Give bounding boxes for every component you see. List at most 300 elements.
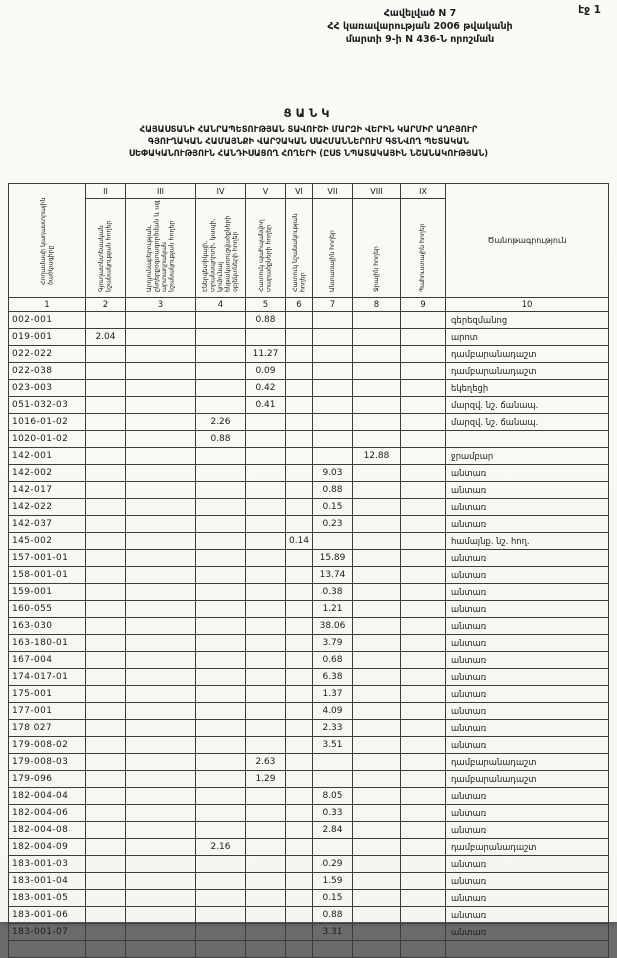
cell-value (401, 550, 446, 567)
cell-value (401, 788, 446, 805)
cell-value (126, 533, 196, 550)
cell-value (86, 499, 126, 516)
cell-value (86, 414, 126, 431)
cell-value (86, 533, 126, 550)
cell-code: 179-008-03 (9, 754, 86, 771)
table-row (9, 550, 609, 567)
cell-note: անտառ (446, 890, 609, 907)
cell-value (196, 924, 246, 941)
cell-value: 0.38 (313, 584, 353, 601)
cell-value (196, 567, 246, 584)
cell-value (401, 703, 446, 720)
cell-code: 159-001 (9, 584, 86, 601)
cell-note: գերեզմանոց (446, 312, 609, 329)
cell-value (126, 482, 196, 499)
cell-value: 11.27 (246, 346, 286, 363)
cell-value: 2.04 (86, 329, 126, 346)
cell-value (401, 567, 446, 584)
cell-value (126, 465, 196, 482)
cell-value (126, 550, 196, 567)
column-header-category-label: Հատուկ պահպանվող տարածքների հողեր (258, 219, 273, 292)
cell-value (126, 567, 196, 584)
cell-value (196, 499, 246, 516)
cell-value (353, 890, 401, 907)
cell-value (196, 516, 246, 533)
cell-value (246, 890, 286, 907)
cell-value (286, 822, 313, 839)
cell-value (286, 652, 313, 669)
column-number: 7 (313, 298, 353, 312)
cell-value (126, 669, 196, 686)
cell-value (401, 397, 446, 414)
cell-value (401, 431, 446, 448)
cell-value (126, 516, 196, 533)
cell-value (353, 482, 401, 499)
cell-value (86, 465, 126, 482)
cell-value (86, 635, 126, 652)
cell-value (86, 380, 126, 397)
cell-value (86, 516, 126, 533)
table-row (9, 533, 609, 550)
table-row (9, 499, 609, 516)
cell-value (126, 737, 196, 754)
cell-value (126, 499, 196, 516)
cell-value (401, 618, 446, 635)
cell-value (126, 346, 196, 363)
cell-value (286, 635, 313, 652)
cell-note: անտառ (446, 822, 609, 839)
cell-value (86, 686, 126, 703)
cell-code: 023-003 (9, 380, 86, 397)
column-header-category (401, 199, 446, 298)
column-header-category-label: Գյուղատնտեսական նշանակության հողեր (98, 220, 113, 292)
cell-value (86, 771, 126, 788)
cell-note: անտառ (446, 567, 609, 584)
cell-code: 142-002 (9, 465, 86, 482)
cell-note: անտառ (446, 482, 609, 499)
cell-value (286, 737, 313, 754)
table-row (9, 482, 609, 499)
cell-value (313, 312, 353, 329)
column-header-category-label: Անտառային հողեր (328, 230, 336, 292)
cell-value (246, 873, 286, 890)
table-row (9, 737, 609, 754)
cell-code: 1020-01-02 (9, 431, 86, 448)
table-row (9, 941, 609, 958)
column-number: 4 (196, 298, 246, 312)
cell-value (286, 516, 313, 533)
column-header-category-label: Պահուստային հողեր (419, 223, 427, 292)
cell-value: 0.33 (313, 805, 353, 822)
cell-note: անտառ (446, 737, 609, 754)
cell-code: 051-032-03 (9, 397, 86, 414)
cell-value (86, 431, 126, 448)
cell-value (86, 839, 126, 856)
table-row (9, 635, 609, 652)
table-body (9, 312, 609, 958)
cell-value (246, 839, 286, 856)
column-header-category (286, 199, 313, 298)
cell-value (286, 805, 313, 822)
cell-code (9, 941, 86, 958)
cell-code: 022-022 (9, 346, 86, 363)
cell-value (246, 533, 286, 550)
cell-value (401, 533, 446, 550)
cell-value (313, 533, 353, 550)
cell-value (196, 720, 246, 737)
subtitle-line: ՀԱՅԱՍՏԱՆԻ ՀԱՆՐԱՊԵՏՈՒԹՅԱՆ ՏԱՎՈՒՇԻ ՄԱՐԶԻ ՎԵՐԻՆ ԿԱՐՄԻՐ ԱՂԲՅՈՒՐ (139, 124, 478, 134)
cell-value (86, 805, 126, 822)
cell-value (401, 839, 446, 856)
column-numeral: IX (401, 184, 446, 199)
cell-value: 0.88 (313, 482, 353, 499)
cell-note: եկեղեցի (446, 380, 609, 397)
cell-value: 3.31 (313, 924, 353, 941)
cell-code: 163-180-01 (9, 635, 86, 652)
cell-note: անտառ (446, 516, 609, 533)
cell-value (196, 788, 246, 805)
cell-value (246, 499, 286, 516)
column-header-category-label: Էներգետիկայի, տրանսպորտի, կապի, կոմունալ ենթակառուցվածքների օբյեկտների հողեր (201, 215, 239, 292)
table-row (9, 754, 609, 771)
appendix-line: Հավելված N 7 (383, 8, 457, 19)
cell-note: անտառ (446, 499, 609, 516)
cell-note: մարզվ. նշ. ճանապ. (446, 414, 609, 431)
cell-value: 2.26 (196, 414, 246, 431)
cell-value: 2.33 (313, 720, 353, 737)
cell-value (126, 431, 196, 448)
cell-value (353, 941, 401, 958)
column-header-category (313, 199, 353, 298)
cell-value (353, 465, 401, 482)
cell-value (401, 584, 446, 601)
cell-value (401, 822, 446, 839)
cell-value (196, 737, 246, 754)
cell-value (86, 363, 126, 380)
cell-value (86, 822, 126, 839)
cell-value (196, 754, 246, 771)
cell-value (86, 652, 126, 669)
cell-code: 174-017-01 (9, 669, 86, 686)
cell-value (401, 448, 446, 465)
cell-value (196, 669, 246, 686)
cell-value (246, 635, 286, 652)
cell-value (246, 720, 286, 737)
appendix-line: ՀՀ կառավարության 2006 թվականի (327, 20, 513, 32)
table-row (9, 431, 609, 448)
table-row (9, 584, 609, 601)
table-row (9, 618, 609, 635)
cell-value (313, 363, 353, 380)
cell-value (246, 703, 286, 720)
cell-value (401, 380, 446, 397)
cell-value (313, 414, 353, 431)
cell-value: 0.23 (313, 516, 353, 533)
cell-code: 183-001-04 (9, 873, 86, 890)
table-row (9, 856, 609, 873)
cell-value (126, 907, 196, 924)
cell-value (126, 312, 196, 329)
column-number: 5 (246, 298, 286, 312)
cell-code: 142-037 (9, 516, 86, 533)
cell-value (86, 788, 126, 805)
land-table (8, 183, 609, 958)
cell-value (196, 635, 246, 652)
cell-value (246, 941, 286, 958)
cell-value (353, 737, 401, 754)
cell-value (286, 329, 313, 346)
cell-value (126, 771, 196, 788)
cell-value (353, 431, 401, 448)
cell-value (126, 635, 196, 652)
cell-value (246, 907, 286, 924)
cell-code: 179-096 (9, 771, 86, 788)
cell-value (196, 652, 246, 669)
cell-value (286, 703, 313, 720)
table-row (9, 516, 609, 533)
cell-value (86, 856, 126, 873)
cell-value (286, 346, 313, 363)
column-header-category-label: Արդյունաբերության, ընդերքօգտագործման և այլ արտադրական նշանակության հողեր (145, 200, 175, 292)
cell-value (401, 737, 446, 754)
cell-value: 15.89 (313, 550, 353, 567)
cell-value (196, 873, 246, 890)
cell-value: 4.09 (313, 703, 353, 720)
cell-note: անտառ (446, 720, 609, 737)
cell-value (353, 839, 401, 856)
cell-value: 2.16 (196, 839, 246, 856)
cell-code: 183-001-03 (9, 856, 86, 873)
cell-value (353, 822, 401, 839)
cell-value (286, 941, 313, 958)
cell-value (286, 414, 313, 431)
cell-code: 175-001 (9, 686, 86, 703)
table-row (9, 363, 609, 380)
cell-value (401, 635, 446, 652)
cell-value (353, 788, 401, 805)
cell-value (196, 312, 246, 329)
cell-value (353, 873, 401, 890)
table-row (9, 788, 609, 805)
cell-code: 183-001-07 (9, 924, 86, 941)
cell-value (353, 516, 401, 533)
cell-note: անտառ (446, 601, 609, 618)
cell-value (401, 465, 446, 482)
cell-value (126, 618, 196, 635)
cell-value (196, 465, 246, 482)
cell-code: 182-004-09 (9, 839, 86, 856)
cell-value (86, 601, 126, 618)
cell-value (126, 822, 196, 839)
cell-value (246, 924, 286, 941)
cell-value (286, 465, 313, 482)
cell-value (313, 397, 353, 414)
cell-value (246, 669, 286, 686)
cell-code: 158-001-01 (9, 567, 86, 584)
header-numeral-row (9, 184, 609, 199)
cell-value (401, 924, 446, 941)
cell-value (353, 618, 401, 635)
cell-value (353, 550, 401, 567)
table-row (9, 686, 609, 703)
cell-value (86, 669, 126, 686)
cell-value (246, 618, 286, 635)
cell-value (196, 380, 246, 397)
cell-note: անտառ (446, 652, 609, 669)
cell-code: 142-017 (9, 482, 86, 499)
cell-value (126, 873, 196, 890)
cell-value (126, 788, 196, 805)
column-number: 3 (126, 298, 196, 312)
table-row (9, 652, 609, 669)
column-header-category (196, 199, 246, 298)
cell-value (401, 516, 446, 533)
header-number-row (9, 298, 609, 312)
table-row (9, 890, 609, 907)
cell-value: 1.37 (313, 686, 353, 703)
cell-value (286, 550, 313, 567)
cell-code: 182-004-08 (9, 822, 86, 839)
cell-value (353, 669, 401, 686)
subtitle-line: ՍԵՓԱԿԱՆՈՒԹՅՈՒՆ ՀԱՆԴԻՍԱՑՈՂ ՀՈՂԵՐԻ (ԸՍՏ ՆՊԱՏԱԿԱՅԻՆ ՆՇԱՆԱԿՈՒԹՅԱՆ) (128, 147, 489, 158)
cell-value (353, 805, 401, 822)
cell-value (126, 839, 196, 856)
table-row (9, 380, 609, 397)
table-row (9, 312, 609, 329)
cell-value: 0.88 (196, 431, 246, 448)
cell-value (86, 737, 126, 754)
cell-value (286, 907, 313, 924)
cell-value (286, 601, 313, 618)
cell-value (353, 601, 401, 618)
column-number: 9 (401, 298, 446, 312)
column-numeral: VIII (353, 184, 401, 199)
table-row (9, 414, 609, 431)
table-row (9, 397, 609, 414)
cell-value (196, 703, 246, 720)
cell-note: անտառ (446, 924, 609, 941)
cell-value (246, 686, 286, 703)
cell-value (313, 754, 353, 771)
cell-code: 145-002 (9, 533, 86, 550)
cell-value (126, 584, 196, 601)
cell-code: 179-008-02 (9, 737, 86, 754)
cell-value (313, 941, 353, 958)
cell-value (286, 448, 313, 465)
column-header-category-label: Ջրային հողեր (372, 246, 380, 292)
cell-value (353, 703, 401, 720)
cell-value: 0.42 (246, 380, 286, 397)
cell-value (86, 584, 126, 601)
cell-value (246, 822, 286, 839)
cell-value (401, 669, 446, 686)
table-row (9, 448, 609, 465)
cell-value (246, 584, 286, 601)
cell-value: 12.88 (353, 448, 401, 465)
column-number: 1 (9, 298, 86, 312)
cell-value (401, 601, 446, 618)
cell-value (353, 907, 401, 924)
column-numeral: IV (196, 184, 246, 199)
cell-code: 183-001-06 (9, 907, 86, 924)
cell-value (86, 312, 126, 329)
cell-value (401, 482, 446, 499)
table-row (9, 873, 609, 890)
cell-note: դամբարանադաշտ (446, 839, 609, 856)
cell-value (401, 805, 446, 822)
cell-value (196, 618, 246, 635)
cell-value (126, 448, 196, 465)
cell-value (353, 499, 401, 516)
cell-value (196, 584, 246, 601)
cell-value (126, 601, 196, 618)
cell-value (401, 312, 446, 329)
cell-value (286, 584, 313, 601)
column-header-category (86, 199, 126, 298)
cell-value (196, 397, 246, 414)
cell-value (286, 363, 313, 380)
cell-note: անտառ (446, 788, 609, 805)
cell-value (313, 329, 353, 346)
cell-value (246, 567, 286, 584)
cell-value: 0.41 (246, 397, 286, 414)
cell-value (246, 465, 286, 482)
column-header-category (353, 199, 401, 298)
cell-code: 002-001 (9, 312, 86, 329)
table-row (9, 329, 609, 346)
cell-note: անտառ (446, 618, 609, 635)
cell-value (286, 482, 313, 499)
cell-value (286, 924, 313, 941)
cell-value (286, 720, 313, 737)
cell-value (286, 618, 313, 635)
cell-note: ջրամբար (446, 448, 609, 465)
cell-note: անտառ (446, 550, 609, 567)
cell-value (286, 788, 313, 805)
cell-code: 182-004-04 (9, 788, 86, 805)
cell-value: 0.14 (286, 533, 313, 550)
column-numeral: III (126, 184, 196, 199)
cell-value (246, 448, 286, 465)
table-row (9, 822, 609, 839)
cell-value (246, 737, 286, 754)
table-row (9, 465, 609, 482)
cell-value (86, 873, 126, 890)
cell-value (286, 686, 313, 703)
cell-value (246, 601, 286, 618)
cell-value (126, 329, 196, 346)
cell-value (86, 703, 126, 720)
column-number: 6 (286, 298, 313, 312)
cell-value (246, 431, 286, 448)
table-row (9, 720, 609, 737)
cell-value (313, 771, 353, 788)
cell-value (196, 805, 246, 822)
cell-value (286, 567, 313, 584)
cell-note: համայնք. նշ. հող. (446, 533, 609, 550)
column-header-category (246, 199, 286, 298)
cell-value (353, 312, 401, 329)
cell-value: 6.38 (313, 669, 353, 686)
cell-value (196, 329, 246, 346)
cell-value (86, 482, 126, 499)
cell-value (286, 499, 313, 516)
cell-value: 2.63 (246, 754, 286, 771)
cell-value (196, 346, 246, 363)
cell-value (86, 550, 126, 567)
cell-value (286, 873, 313, 890)
appendix-block (250, 8, 590, 46)
